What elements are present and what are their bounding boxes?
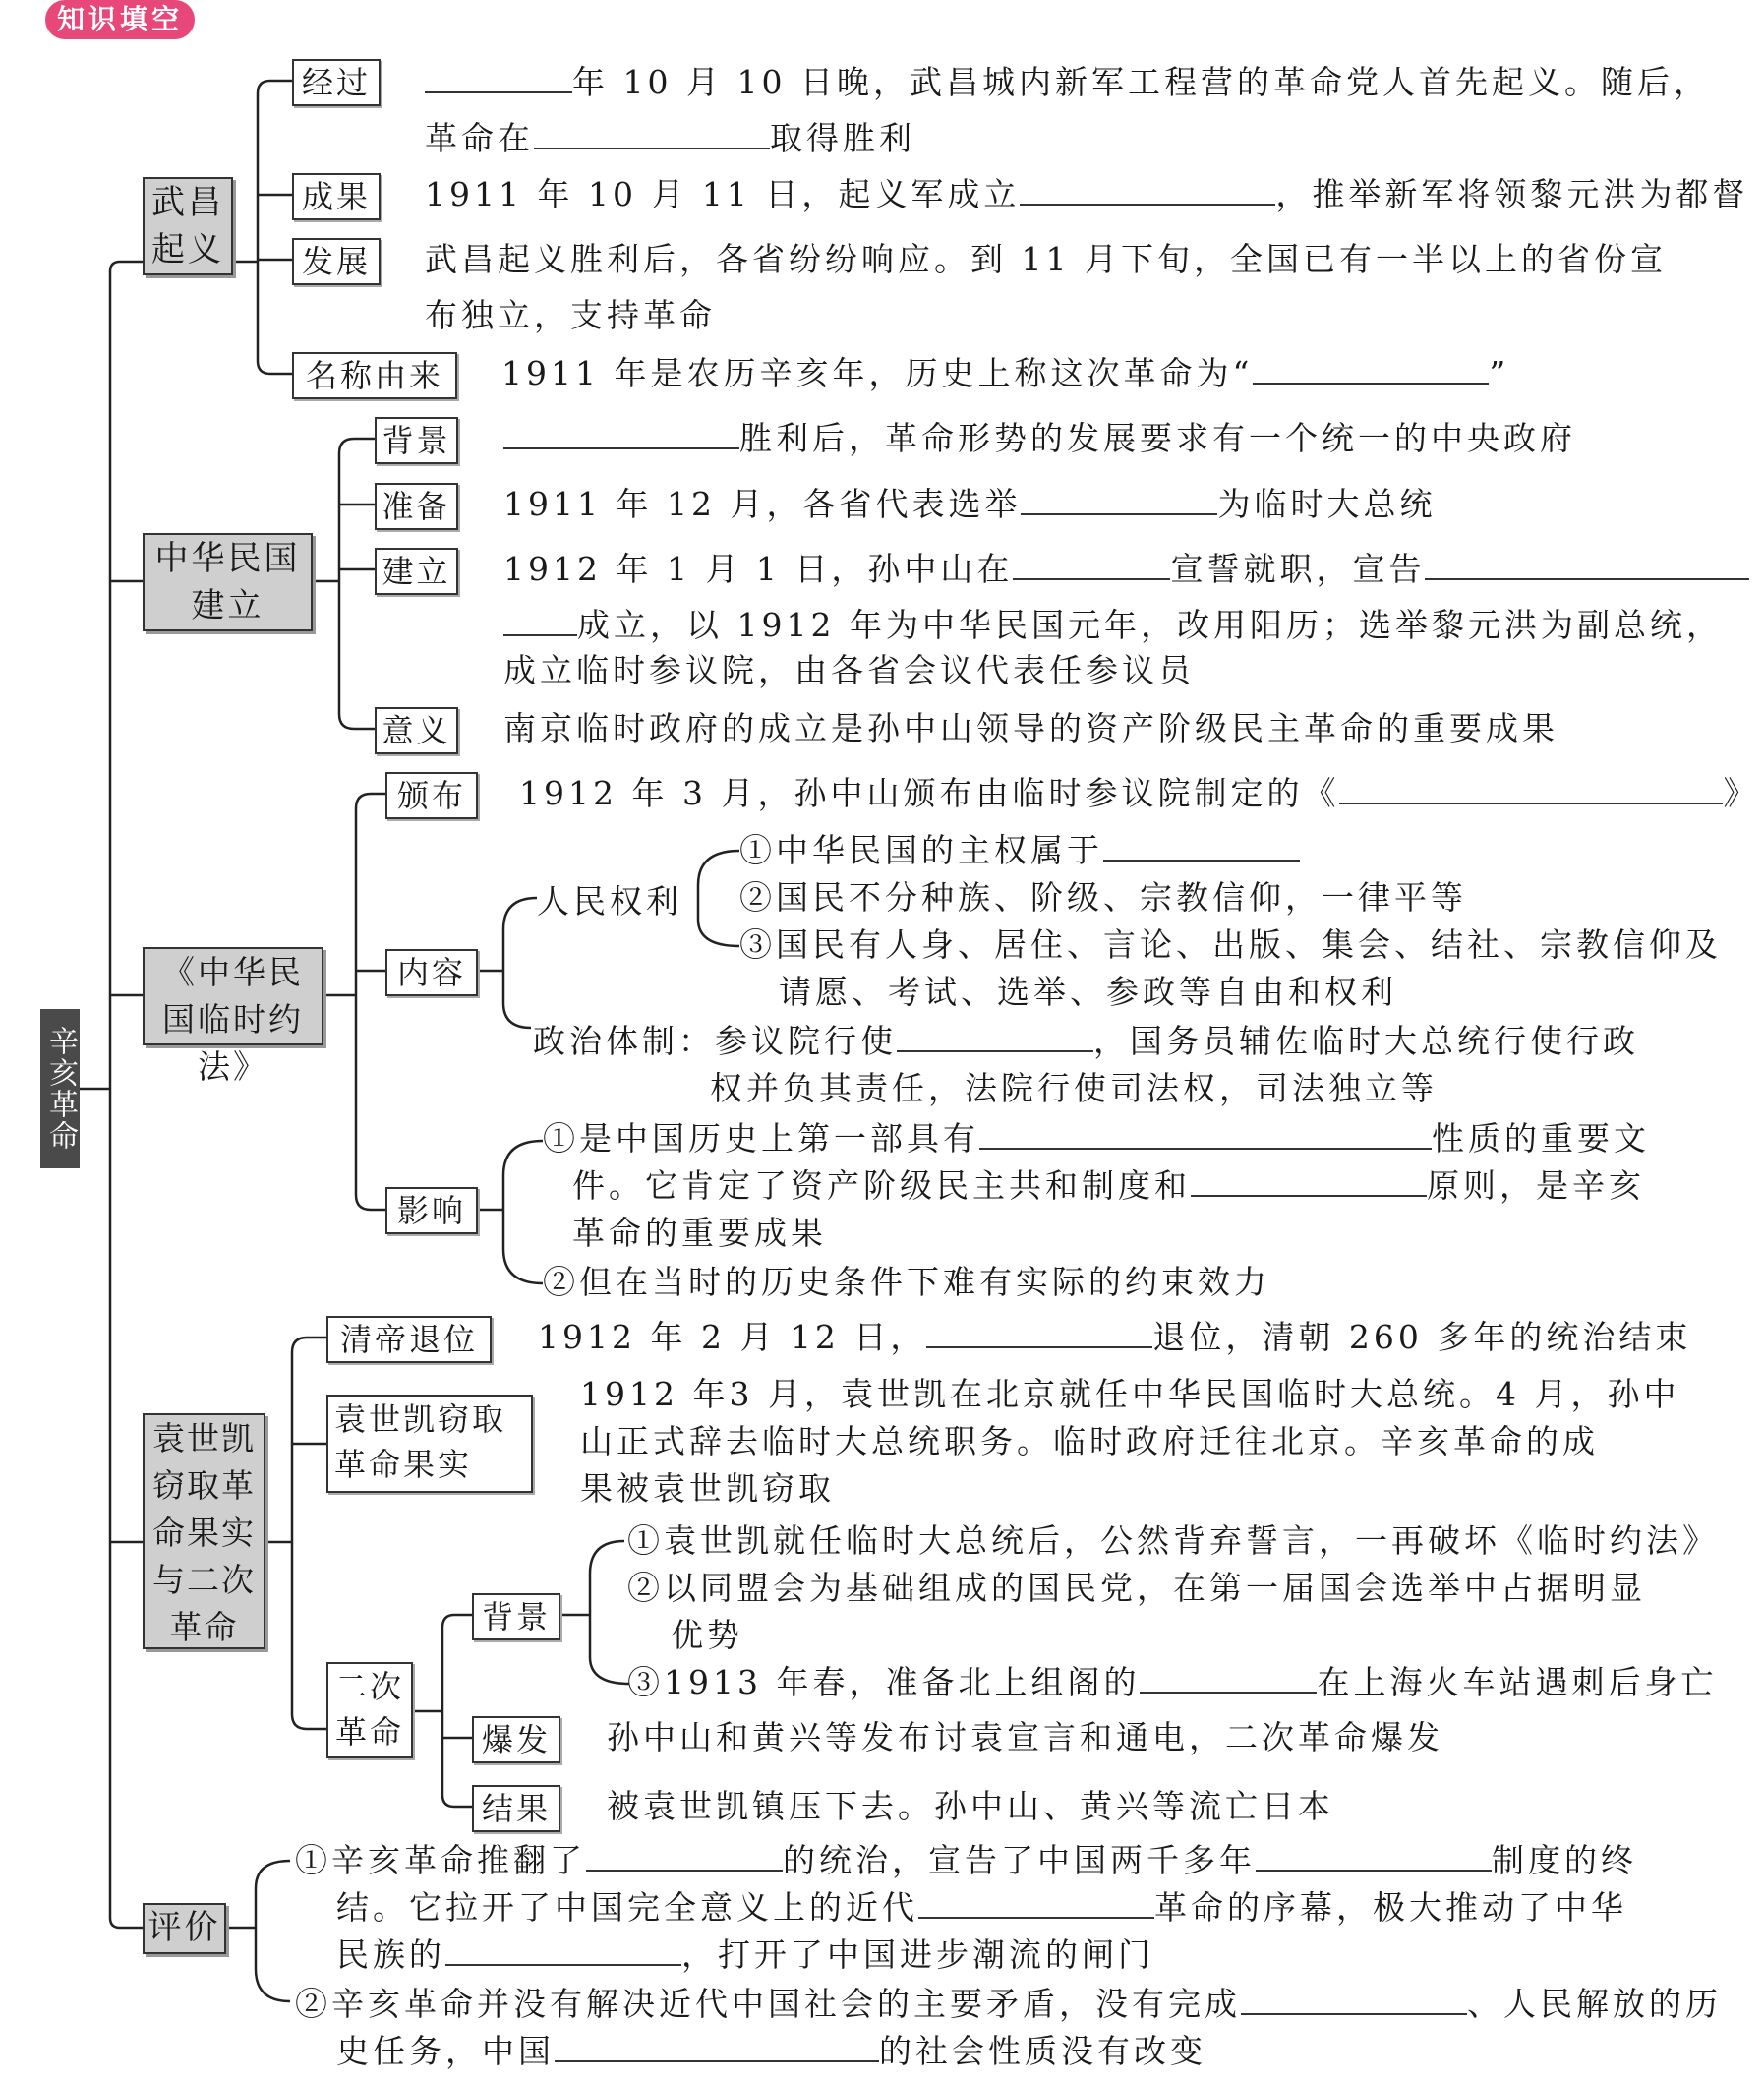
fazhan-line2: 布独立，支持革命 — [425, 296, 716, 334]
label-baofa: 爆发 — [472, 1716, 560, 1763]
blank[interactable] — [534, 118, 770, 149]
blank[interactable] — [1103, 830, 1300, 862]
blank[interactable] — [1191, 1165, 1427, 1197]
topic-roc-founding: 中华民国建立 — [143, 533, 313, 631]
neirong-point3a: ③国民有人身、居住、言论、出版、集会、结社、宗教信仰及 — [739, 925, 1722, 964]
jianli-line1: 1912 年 1 月 1 日，孙中山在 宣誓就职，宣告 — [503, 546, 1749, 593]
blank[interactable] — [979, 1118, 1432, 1150]
blank[interactable] — [926, 1317, 1152, 1348]
baofa-line: 孙中山和黄兴等发布讨袁宣言和通电，二次革命爆发 — [607, 1718, 1443, 1756]
label-neirong: 内容 — [385, 949, 478, 996]
label-yingxiang: 影响 — [385, 1187, 478, 1234]
topic-yuan-second-revolution: 袁世凯窃取革命果实与二次革命 — [143, 1413, 265, 1649]
fazhan-line1: 武昌起义胜利后，各省纷纷响应。到 11 月下旬，全国已有一半以上的省份宣 — [425, 240, 1667, 278]
blank[interactable] — [1425, 549, 1749, 580]
chengguo-line: 1911 年 10 月 11 日，起义军成立 ，推举新军将领黎元洪为都督 — [425, 175, 1749, 213]
renmin-quanli: 人民权利 — [537, 882, 682, 921]
yingxiang-line2: 件。它肯定了资产阶级民主共和制度和 原则，是辛亥 — [572, 1166, 1645, 1205]
blank[interactable] — [897, 1021, 1093, 1052]
pingjia-line5: 史任务，中国 的社会性质没有改变 — [336, 2032, 1206, 2070]
neirong-point3b: 请愿、考试、选举、参政等自由和权利 — [779, 973, 1397, 1011]
blank[interactable] — [555, 2031, 879, 2062]
section-badge: 知识填空 — [45, 0, 195, 39]
blank[interactable] — [1256, 1840, 1492, 1872]
zhengzhi-line2: 权并负其责任，法院行使司法权，司法独立等 — [710, 1069, 1438, 1107]
blank[interactable] — [1020, 174, 1275, 206]
yuan-line3: 果被袁世凯窃取 — [580, 1469, 835, 1508]
pingjia-line4: ②辛亥革命并没有解决近代中国社会的主要矛盾，没有完成 、人民解放的历 — [295, 1985, 1722, 2023]
blank[interactable] — [1339, 773, 1723, 804]
s2-beijing-line: 胜利后，革命形势的发展要求有一个统一的中央政府 — [503, 415, 1576, 462]
zhengzhi-line1: 政治体制：参议院行使 ，国务员辅佐临时大总统行使行政 — [533, 1022, 1639, 1060]
label-beijing: 背景 — [375, 417, 458, 464]
label-qingdi: 清帝退位 — [326, 1316, 492, 1363]
yingxiang-line3: 革命的重要成果 — [572, 1214, 827, 1252]
label-erci: 二次革命 — [326, 1662, 413, 1758]
label-yuan-usurp: 袁世凯窃取革命果实 — [326, 1395, 533, 1493]
label-mingcheng: 名称由来 — [292, 352, 457, 399]
label-jingguo: 经过 — [292, 59, 381, 106]
neirong-point1: ①中华民国的主权属于 — [739, 827, 1300, 874]
root-topic: 辛亥革命 — [40, 1009, 80, 1168]
blank[interactable] — [425, 62, 572, 93]
blank[interactable] — [586, 1840, 783, 1872]
label-banbu: 颁布 — [385, 772, 478, 819]
blank[interactable] — [918, 1887, 1154, 1919]
blank[interactable] — [1253, 353, 1489, 385]
label-erci-beijing: 背景 — [472, 1593, 560, 1640]
banbu-line: 1912 年 3 月，孙中山颁布由临时参议院制定的《 》 — [519, 774, 1760, 812]
label-jianli: 建立 — [375, 548, 458, 595]
erci-bg-point2b: 优势 — [671, 1616, 743, 1654]
erci-bg-point3: ③1913 年春，准备北上组阁的 在上海火车站遇刺后身亡 — [627, 1663, 1718, 1701]
blank[interactable] — [1241, 1984, 1467, 2015]
yingxiang-line4: ②但在当时的历史条件下难有实际的约束效力 — [543, 1263, 1270, 1301]
yiyi-line: 南京临时政府的成立是孙中山领导的资产阶级民主革命的重要成果 — [503, 709, 1558, 747]
label-chengguo: 成果 — [292, 173, 381, 220]
yuan-line1: 1912 年3 月，袁世凯在北京就任中华民国临时大总统。4 月，孙中 — [580, 1375, 1680, 1413]
jingguo-line2: 革命在 取得胜利 — [425, 119, 915, 157]
blank[interactable] — [503, 418, 739, 449]
label-zhunbei: 准备 — [375, 483, 458, 530]
blank[interactable] — [503, 605, 577, 636]
jianli-line2: 成立，以 1912 年为中华民国元年，改用阳历；选举黎元洪为副总统， — [503, 602, 1723, 649]
pingjia-line2: 结。它拉开了中国完全意义上的近代 革命的序幕，极大推动了中华 — [336, 1888, 1627, 1927]
jianli-line3: 成立临时参议院，由各省会议代表任参议员 — [503, 651, 1195, 689]
pingjia-line3: 民族的 ，打开了中国进步潮流的闸门 — [336, 1935, 1154, 1974]
blank[interactable] — [1021, 484, 1217, 515]
topic-wuchang-uprising: 武昌起义 — [143, 177, 233, 275]
topic-provisional-constitution: 《中华民国临时约法》 — [143, 947, 323, 1045]
neirong-point2: ②国民不分种族、阶级、宗教信仰，一律平等 — [739, 878, 1467, 917]
qingdi-line: 1912 年 2 月 12 日， 退位，清朝 260 多年的统治结束 — [538, 1318, 1692, 1356]
label-yiyi: 意义 — [375, 707, 458, 754]
mingcheng-line: 1911 年是农历辛亥年，历史上称这次革命为“ ” — [501, 354, 1510, 392]
zhunbei-line: 1911 年 12 月，各省代表选举 为临时大总统 — [503, 485, 1437, 523]
jieguo-line: 被袁世凯镇压下去。孙中山、黄兴等流亡日本 — [607, 1787, 1334, 1825]
blank[interactable] — [445, 1934, 681, 1966]
erci-bg-point2a: ②以同盟会为基础组成的国民党，在第一届国会选举中占据明显 — [627, 1569, 1646, 1607]
topic-evaluation: 评价 — [143, 1903, 226, 1954]
label-fazhan: 发展 — [292, 238, 381, 285]
blank[interactable] — [1013, 549, 1170, 580]
erci-bg-point1: ①袁世凯就任临时大总统后，公然背弃誓言，一再破坏《临时约法》 — [627, 1521, 1719, 1560]
yuan-line2: 山正式辞去临时大总统职务。临时政府迁往北京。辛亥革命的成 — [580, 1422, 1599, 1460]
label-jieguo: 结果 — [472, 1785, 560, 1832]
blank[interactable] — [1140, 1662, 1317, 1694]
pingjia-line1: ①辛亥革命推翻了 的统治，宣告了中国两千多年 制度的终 — [295, 1841, 1637, 1879]
yingxiang-line1: ①是中国历史上第一部具有 性质的重要文 — [543, 1119, 1650, 1158]
jingguo-line1: 年 10 月 10 日晚，武昌城内新军工程营的革命党人首先起义。随后， — [425, 59, 1710, 106]
